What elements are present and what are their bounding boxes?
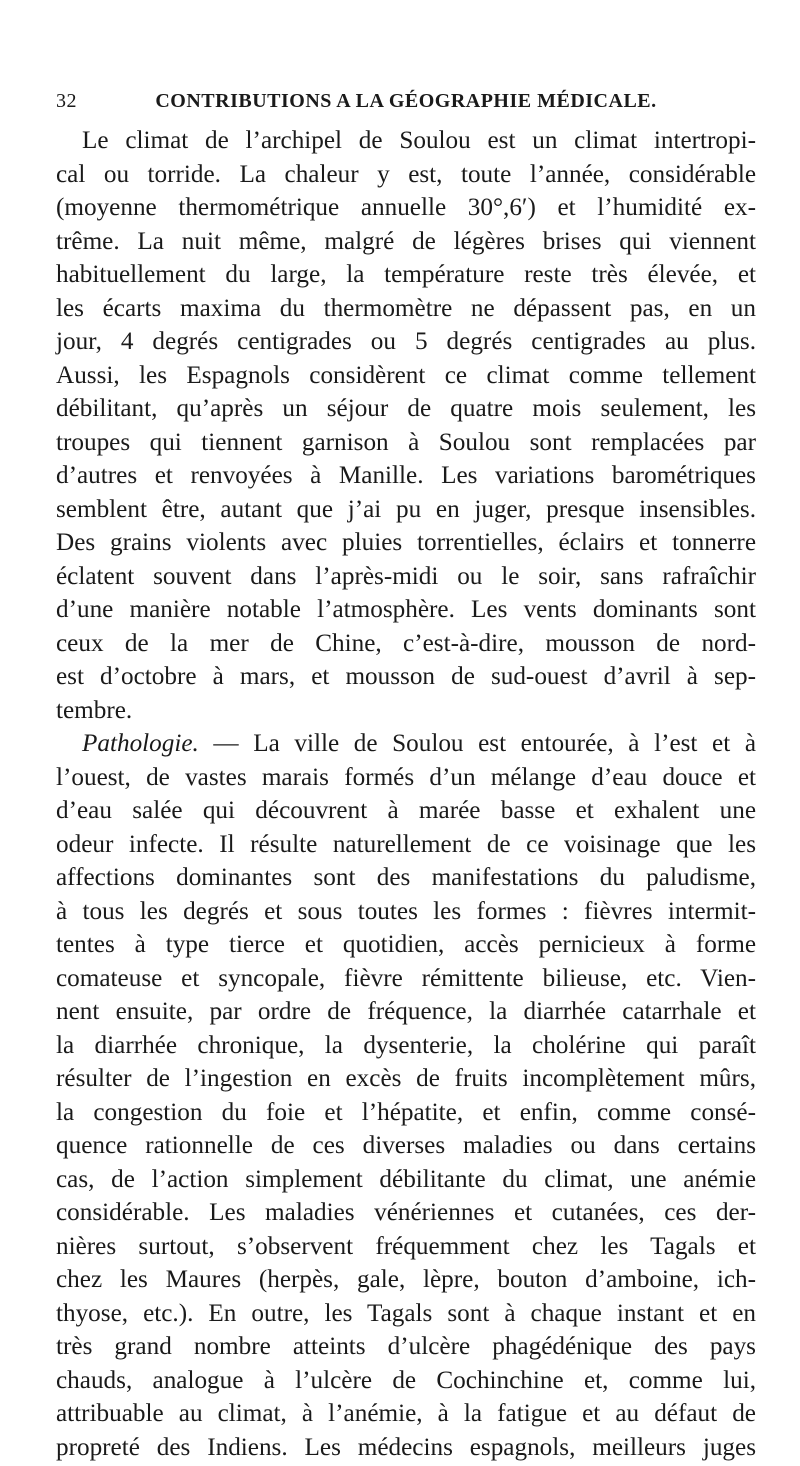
- text-line: la congestion du foie et l’hépatite, et enfin, comme consé-: [56, 1098, 756, 1126]
- text-line: cas, de l’action simplement débilitante du climat, une anémie: [56, 1165, 756, 1193]
- text-line: comateuse et syncopale, fièvre rémittente bilieuse, etc. Vien-: [56, 964, 756, 992]
- text-line: affections dominantes sont des manifestations du paludisme,: [56, 864, 756, 891]
- text-line: la diarrhée chronique, la dysenterie, la cholérine qui paraît: [56, 1031, 756, 1059]
- text-line: semblent être, autant que j’ai pu en juger, presque insensibles.: [56, 495, 756, 523]
- text-line-rest: — La ville de Soulou est entourée, à l’est et à: [198, 730, 756, 757]
- text-line: à tous les degrés et sous toutes les formes : fièvres intermit-: [56, 897, 756, 925]
- text-line: Aussi, les Espagnols considèrent ce climat comme tellement: [56, 361, 756, 389]
- text-line: les écarts maxima du thermomètre ne dépassent pas, en un: [56, 294, 756, 322]
- section-heading: Pathologie.: [82, 730, 199, 757]
- text-line: [56, 727, 756, 761]
- text-line: chez les Maures (herpès, gale, lèpre, bouton d’amboine, ich-: [56, 1266, 756, 1293]
- text-line: éclatent souvent dans l’après-midi ou le soir, sans rafraîchir: [56, 562, 756, 590]
- text-line: quence rationnelle de ces diverses maladies ou dans certains: [56, 1132, 756, 1159]
- text-line: propreté des Indiens. Les médecins espagnols, meilleurs juges: [56, 1433, 756, 1461]
- body-text: [56, 124, 756, 1464]
- text-line: nent ensuite, par ordre de fréquence, la diarrhée catarrhale et: [56, 998, 756, 1025]
- text-line: résulter de l’ingestion en excès de fruits incomplètement mûrs,: [56, 1065, 756, 1092]
- text-line: considérable. Les maladies vénériennes et cutanées, ces der-: [56, 1199, 756, 1226]
- text-line: ceux de la mer de Chine, c’est-à-dire, mousson de nord-: [56, 629, 756, 657]
- text-line: tembre.: [56, 696, 133, 724]
- text-line: trême. La nuit même, malgré de légères brises qui viennent: [56, 227, 756, 255]
- text-line: odeur infecte. Il résulte naturellement de ce voisinage que les: [56, 830, 756, 858]
- text-line: troupes qui tiennent garnison à Soulou sont remplacées par: [56, 428, 756, 456]
- text-line: d’une manière notable l’atmosphère. Les vents dominants sont: [56, 596, 756, 623]
- text-line: tentes à type tierce et quotidien, accès pernicieux à forme: [56, 931, 756, 958]
- text-line: thyose, etc.). En outre, les Tagals sont à chaque instant et en: [56, 1299, 756, 1327]
- paragraph-pathology: [56, 727, 756, 1464]
- text-line: débilitant, qu’après un séjour de quatre mois seulement, les: [56, 395, 756, 422]
- paragraph-climate: [56, 124, 756, 727]
- text-line: (moyenne thermométrique annuelle 30°,6′) et l’humidité ex-: [56, 194, 756, 221]
- text-line: d’eau salée qui découvrent à marée basse et exhalent une: [56, 797, 756, 824]
- text-line: très grand nombre atteints d’ulcère phagédénique des pays: [56, 1333, 756, 1360]
- page-number: 32: [56, 90, 77, 112]
- page: [56, 90, 756, 1464]
- running-title: CONTRIBUTIONS A LA GÉOGRAPHIE MÉDICALE.: [155, 90, 657, 112]
- text-line: Le climat de l’archipel de Soulou est un climat intertropi-: [82, 127, 756, 154]
- text-line: attribuable au climat, à l’anémie, à la fatigue et au défaut de: [56, 1400, 756, 1427]
- text-line: Des grains violents avec pluies torrentielles, éclairs et tonnerre: [56, 529, 756, 556]
- text-line: est d’octobre à mars, et mousson de sud-ouest d’avril à sep-: [56, 663, 756, 690]
- text-line: l’ouest, de vastes marais formés d’un mélange d’eau douce et: [56, 763, 756, 791]
- page-header: [56, 90, 756, 124]
- text-line: nières surtout, s’observent fréquemment chez les Tagals et: [56, 1232, 756, 1260]
- text-line: chauds, analogue à l’ulcère de Cochinchine et, comme lui,: [56, 1366, 756, 1394]
- text-line: d’autres et renvoyées à Manille. Les variations barométriques: [56, 462, 756, 489]
- text-line: jour, 4 degrés centigrades ou 5 degrés centigrades au plus.: [56, 328, 756, 355]
- text-line: cal ou torride. La chaleur y est, toute l’année, considérable: [56, 160, 756, 188]
- text-line: habituellement du large, la température reste très élevée, et: [56, 261, 756, 288]
